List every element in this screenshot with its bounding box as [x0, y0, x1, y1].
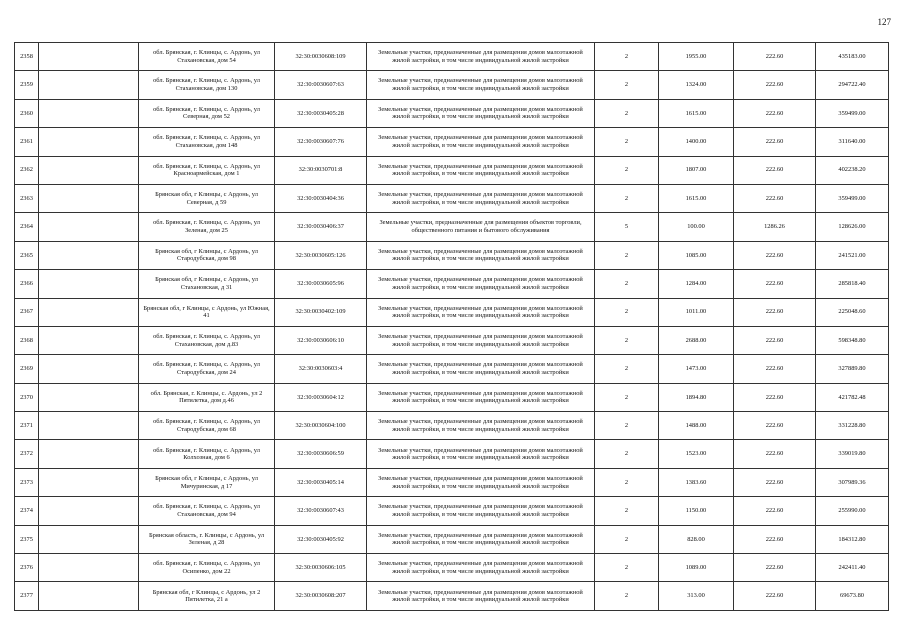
value-cell: 69673.80: [816, 582, 889, 610]
rate-cell: 222.60: [734, 298, 816, 326]
rate-cell: 222.60: [734, 554, 816, 582]
row-number-cell: 2375: [15, 525, 39, 553]
rate-cell: 222.60: [734, 241, 816, 269]
cadastral-number-cell: 32:30:0030606:59: [275, 440, 367, 468]
blank-cell: [39, 383, 139, 411]
cadastral-number-cell: 32:30:0030405:28: [275, 99, 367, 127]
area-cell: 1488.00: [659, 412, 734, 440]
group-cell: 2: [595, 326, 659, 354]
blank-cell: [39, 582, 139, 610]
area-cell: 1473.00: [659, 355, 734, 383]
group-cell: 2: [595, 525, 659, 553]
blank-cell: [39, 440, 139, 468]
land-use-cell: Земельные участки, предназначенные для размещения домов малоэтажной жилой застройки, в том числе индивидуальной жилой застройки: [367, 43, 595, 71]
table-row: [15, 412, 889, 440]
rate-cell: 222.60: [734, 468, 816, 496]
blank-cell: [39, 326, 139, 354]
value-cell: 598348.80: [816, 326, 889, 354]
area-cell: 1955.00: [659, 43, 734, 71]
address-cell: обл. Брянская, г. Клинцы, с. Ардонь, ул Красноармейская, дом 1: [139, 156, 275, 184]
value-cell: 311640.00: [816, 128, 889, 156]
address-cell: обл. Брянская, г. Клинцы, с. Ардонь, ул 2 Пятилетка, дом д.46: [139, 383, 275, 411]
area-cell: 1807.00: [659, 156, 734, 184]
area-cell: 1011.00: [659, 298, 734, 326]
area-cell: 1615.00: [659, 184, 734, 212]
land-use-cell: Земельные участки, предназначенные для размещения домов малоэтажной жилой застройки, в том числе индивидуальной жилой застройки: [367, 355, 595, 383]
rate-cell: 222.60: [734, 43, 816, 71]
address-cell: Брянская обл, г Клинцы, с Ардонь, ул 2 Пятилетка, 21 а: [139, 582, 275, 610]
rate-cell: 222.60: [734, 128, 816, 156]
table-row: [15, 71, 889, 99]
address-cell: обл. Брянская, г. Клинцы, с. Ардонь, ул Стахановская, дом 148: [139, 128, 275, 156]
table-row: [15, 270, 889, 298]
land-use-cell: Земельные участки, предназначенные для размещения объектов торговли, общественного питания и бытового обслуживания: [367, 213, 595, 241]
row-number-cell: 2372: [15, 440, 39, 468]
area-cell: 828.00: [659, 525, 734, 553]
row-number-cell: 2362: [15, 156, 39, 184]
value-cell: 294722.40: [816, 71, 889, 99]
address-cell: Брянская обл, г Клинцы, с Ардонь, ул Мичуринская, д 17: [139, 468, 275, 496]
group-cell: 2: [595, 355, 659, 383]
group-cell: 2: [595, 383, 659, 411]
value-cell: 359499.00: [816, 184, 889, 212]
cadastral-number-cell: 32:30:0030607:63: [275, 71, 367, 99]
row-number-cell: 2360: [15, 99, 39, 127]
group-cell: 2: [595, 270, 659, 298]
group-cell: 2: [595, 554, 659, 582]
address-cell: обл. Брянская, г. Клинцы, с. Ардонь, ул Стахановская, дом 94: [139, 497, 275, 525]
land-use-cell: Земельные участки, предназначенные для размещения домов малоэтажной жилой застройки, в том числе индивидуальной жилой застройки: [367, 326, 595, 354]
row-number-cell: 2370: [15, 383, 39, 411]
land-use-cell: Земельные участки, предназначенные для размещения домов малоэтажной жилой застройки, в том числе индивидуальной жилой застройки: [367, 128, 595, 156]
table-row: [15, 497, 889, 525]
blank-cell: [39, 298, 139, 326]
address-cell: Брянская обл, г Клинцы, с Ардонь, ул Южная, 41: [139, 298, 275, 326]
group-cell: 2: [595, 241, 659, 269]
value-cell: 359499.00: [816, 99, 889, 127]
blank-cell: [39, 241, 139, 269]
cadastral-number-cell: 32:30:0030606:105: [275, 554, 367, 582]
land-use-cell: Земельные участки, предназначенные для размещения домов малоэтажной жилой застройки, в том числе индивидуальной жилой застройки: [367, 383, 595, 411]
land-use-cell: Земельные участки, предназначенные для размещения домов малоэтажной жилой застройки, в том числе индивидуальной жилой застройки: [367, 298, 595, 326]
rate-cell: 222.60: [734, 383, 816, 411]
address-cell: обл. Брянская, г. Клинцы, с. Ардонь, ул Зеленая, дом 25: [139, 213, 275, 241]
row-number-cell: 2367: [15, 298, 39, 326]
area-cell: 2688.00: [659, 326, 734, 354]
table-row: [15, 99, 889, 127]
land-use-cell: Земельные участки, предназначенные для размещения домов малоэтажной жилой застройки, в том числе индивидуальной жилой застройки: [367, 497, 595, 525]
row-number-cell: 2365: [15, 241, 39, 269]
table-row: [15, 241, 889, 269]
row-number-cell: 2359: [15, 71, 39, 99]
cadastral-number-cell: 32:30:0030607:76: [275, 128, 367, 156]
value-cell: 331228.80: [816, 412, 889, 440]
row-number-cell: 2369: [15, 355, 39, 383]
table-row: [15, 326, 889, 354]
table-row: [15, 298, 889, 326]
blank-cell: [39, 525, 139, 553]
table-row: [15, 355, 889, 383]
address-cell: Брянская обл, г Клинцы, с Ардонь, ул Стахановская, д 31: [139, 270, 275, 298]
row-number-cell: 2364: [15, 213, 39, 241]
blank-cell: [39, 468, 139, 496]
area-cell: 1615.00: [659, 99, 734, 127]
table-row: [15, 184, 889, 212]
rate-cell: 222.60: [734, 355, 816, 383]
table-body: [15, 43, 889, 611]
blank-cell: [39, 412, 139, 440]
group-cell: 2: [595, 71, 659, 99]
land-use-cell: Земельные участки, предназначенные для размещения домов малоэтажной жилой застройки, в том числе индивидуальной жилой застройки: [367, 71, 595, 99]
cadastral-number-cell: 32:30:0030604:100: [275, 412, 367, 440]
group-cell: 2: [595, 298, 659, 326]
value-cell: 307989.36: [816, 468, 889, 496]
land-use-cell: Земельные участки, предназначенные для размещения домов малоэтажной жилой застройки, в том числе индивидуальной жилой застройки: [367, 525, 595, 553]
group-cell: 2: [595, 184, 659, 212]
area-cell: 1400.00: [659, 128, 734, 156]
land-use-cell: Земельные участки, предназначенные для размещения домов малоэтажной жилой застройки, в том числе индивидуальной жилой застройки: [367, 554, 595, 582]
land-use-cell: Земельные участки, предназначенные для размещения домов малоэтажной жилой застройки, в том числе индивидуальной жилой застройки: [367, 582, 595, 610]
land-use-cell: Земельные участки, предназначенные для размещения домов малоэтажной жилой застройки, в том числе индивидуальной жилой застройки: [367, 184, 595, 212]
value-cell: 241521.00: [816, 241, 889, 269]
cadastral-number-cell: 32:30:0030402:109: [275, 298, 367, 326]
group-cell: 2: [595, 582, 659, 610]
table-row: [15, 554, 889, 582]
value-cell: 242411.40: [816, 554, 889, 582]
group-cell: 2: [595, 99, 659, 127]
land-use-cell: Земельные участки, предназначенные для размещения домов малоэтажной жилой застройки, в том числе индивидуальной жилой застройки: [367, 270, 595, 298]
cadastral-number-cell: 32:30:0030607:43: [275, 497, 367, 525]
value-cell: 421782.48: [816, 383, 889, 411]
cadastral-number-cell: 32:30:0030405:92: [275, 525, 367, 553]
rate-cell: 222.60: [734, 497, 816, 525]
group-cell: 2: [595, 43, 659, 71]
table-row: [15, 43, 889, 71]
cadastral-number-cell: 32:30:0030605:126: [275, 241, 367, 269]
cadastral-number-cell: 32:30:0030606:10: [275, 326, 367, 354]
land-use-cell: Земельные участки, предназначенные для размещения домов малоэтажной жилой застройки, в том числе индивидуальной жилой застройки: [367, 468, 595, 496]
rate-cell: 222.60: [734, 99, 816, 127]
area-cell: 1150.00: [659, 497, 734, 525]
value-cell: 339019.80: [816, 440, 889, 468]
group-cell: 5: [595, 213, 659, 241]
group-cell: 2: [595, 156, 659, 184]
area-cell: 1085.00: [659, 241, 734, 269]
address-cell: обл. Брянская, г. Клинцы, с. Ардонь, ул Осипенко, дом 22: [139, 554, 275, 582]
rate-cell: 1286.26: [734, 213, 816, 241]
address-cell: Брянская область, г. Клинцы, с Ардонь, ул Зеленая, д 28: [139, 525, 275, 553]
rate-cell: 222.60: [734, 270, 816, 298]
rate-cell: 222.60: [734, 525, 816, 553]
rate-cell: 222.60: [734, 582, 816, 610]
cadastral-number-cell: 32:30:0030701:8: [275, 156, 367, 184]
cadastral-value-table: [14, 42, 889, 611]
area-cell: 1894.80: [659, 383, 734, 411]
row-number-cell: 2374: [15, 497, 39, 525]
rate-cell: 222.60: [734, 326, 816, 354]
blank-cell: [39, 554, 139, 582]
table-row: [15, 525, 889, 553]
table-row: [15, 440, 889, 468]
blank-cell: [39, 156, 139, 184]
blank-cell: [39, 497, 139, 525]
address-cell: обл. Брянская, г. Клинцы, с. Ардонь, ул Стародубская, дом 68: [139, 412, 275, 440]
address-cell: обл. Брянская, г. Клинцы, с. Ардонь, ул Колхозная, дом 6: [139, 440, 275, 468]
group-cell: 2: [595, 412, 659, 440]
cadastral-number-cell: 32:30:0030603:4: [275, 355, 367, 383]
cadastral-number-cell: 32:30:0030605:96: [275, 270, 367, 298]
land-use-cell: Земельные участки, предназначенные для размещения домов малоэтажной жилой застройки, в том числе индивидуальной жилой застройки: [367, 99, 595, 127]
value-cell: 327889.80: [816, 355, 889, 383]
row-number-cell: 2358: [15, 43, 39, 71]
address-cell: Брянская обл, г Клинцы, с Ардонь, ул Северная, д 59: [139, 184, 275, 212]
page-number: 127: [877, 17, 891, 27]
area-cell: 1523.00: [659, 440, 734, 468]
value-cell: 184312.80: [816, 525, 889, 553]
value-cell: 255990.00: [816, 497, 889, 525]
cadastral-number-cell: 32:30:0030608:109: [275, 43, 367, 71]
row-number-cell: 2371: [15, 412, 39, 440]
row-number-cell: 2363: [15, 184, 39, 212]
cadastral-number-cell: 32:30:0030604:12: [275, 383, 367, 411]
row-number-cell: 2368: [15, 326, 39, 354]
blank-cell: [39, 43, 139, 71]
rate-cell: 222.60: [734, 71, 816, 99]
row-number-cell: 2376: [15, 554, 39, 582]
blank-cell: [39, 184, 139, 212]
group-cell: 2: [595, 440, 659, 468]
area-cell: 1324.00: [659, 71, 734, 99]
row-number-cell: 2373: [15, 468, 39, 496]
value-cell: 225048.60: [816, 298, 889, 326]
value-cell: 435183.00: [816, 43, 889, 71]
table-row: [15, 128, 889, 156]
cadastral-number-cell: 32:30:0030406:37: [275, 213, 367, 241]
land-use-cell: Земельные участки, предназначенные для размещения домов малоэтажной жилой застройки, в том числе индивидуальной жилой застройки: [367, 241, 595, 269]
group-cell: 2: [595, 128, 659, 156]
land-use-cell: Земельные участки, предназначенные для размещения домов малоэтажной жилой застройки, в том числе индивидуальной жилой застройки: [367, 412, 595, 440]
value-cell: 402238.20: [816, 156, 889, 184]
table-row: [15, 582, 889, 610]
group-cell: 2: [595, 468, 659, 496]
address-cell: обл. Брянская, г. Клинцы, с. Ардонь, ул Северная, дом 52: [139, 99, 275, 127]
land-use-cell: Земельные участки, предназначенные для размещения домов малоэтажной жилой застройки, в том числе индивидуальной жилой застройки: [367, 440, 595, 468]
address-cell: обл. Брянская, г. Клинцы, с. Ардонь, ул Стахановская, дом д.83: [139, 326, 275, 354]
table-row: [15, 468, 889, 496]
rate-cell: 222.60: [734, 156, 816, 184]
rate-cell: 222.60: [734, 440, 816, 468]
cadastral-number-cell: 32:30:0030608:207: [275, 582, 367, 610]
blank-cell: [39, 355, 139, 383]
address-cell: обл. Брянская, г. Клинцы, с. Ардонь, ул Стародубская, дом 24: [139, 355, 275, 383]
blank-cell: [39, 270, 139, 298]
blank-cell: [39, 99, 139, 127]
blank-cell: [39, 213, 139, 241]
cadastral-number-cell: 32:30:0030404:36: [275, 184, 367, 212]
area-cell: 313.00: [659, 582, 734, 610]
blank-cell: [39, 128, 139, 156]
table-row: [15, 156, 889, 184]
table-row: [15, 213, 889, 241]
area-cell: 100.00: [659, 213, 734, 241]
row-number-cell: 2377: [15, 582, 39, 610]
group-cell: 2: [595, 497, 659, 525]
area-cell: 1089.00: [659, 554, 734, 582]
value-cell: 285818.40: [816, 270, 889, 298]
row-number-cell: 2366: [15, 270, 39, 298]
area-cell: 1284.00: [659, 270, 734, 298]
table-row: [15, 383, 889, 411]
cadastral-number-cell: 32:30:0030405:14: [275, 468, 367, 496]
land-use-cell: Земельные участки, предназначенные для размещения домов малоэтажной жилой застройки, в том числе индивидуальной жилой застройки: [367, 156, 595, 184]
address-cell: обл. Брянская, г. Клинцы, с. Ардонь, ул Стахановская, дом 130: [139, 71, 275, 99]
blank-cell: [39, 71, 139, 99]
address-cell: Брянская обл, г Клинцы, с Ардонь, ул Стародубская, дом 98: [139, 241, 275, 269]
rate-cell: 222.60: [734, 184, 816, 212]
address-cell: обл. Брянская, г. Клинцы, с. Ардонь, ул Стахановская, дом 54: [139, 43, 275, 71]
area-cell: 1383.60: [659, 468, 734, 496]
rate-cell: 222.60: [734, 412, 816, 440]
row-number-cell: 2361: [15, 128, 39, 156]
value-cell: 128626.00: [816, 213, 889, 241]
